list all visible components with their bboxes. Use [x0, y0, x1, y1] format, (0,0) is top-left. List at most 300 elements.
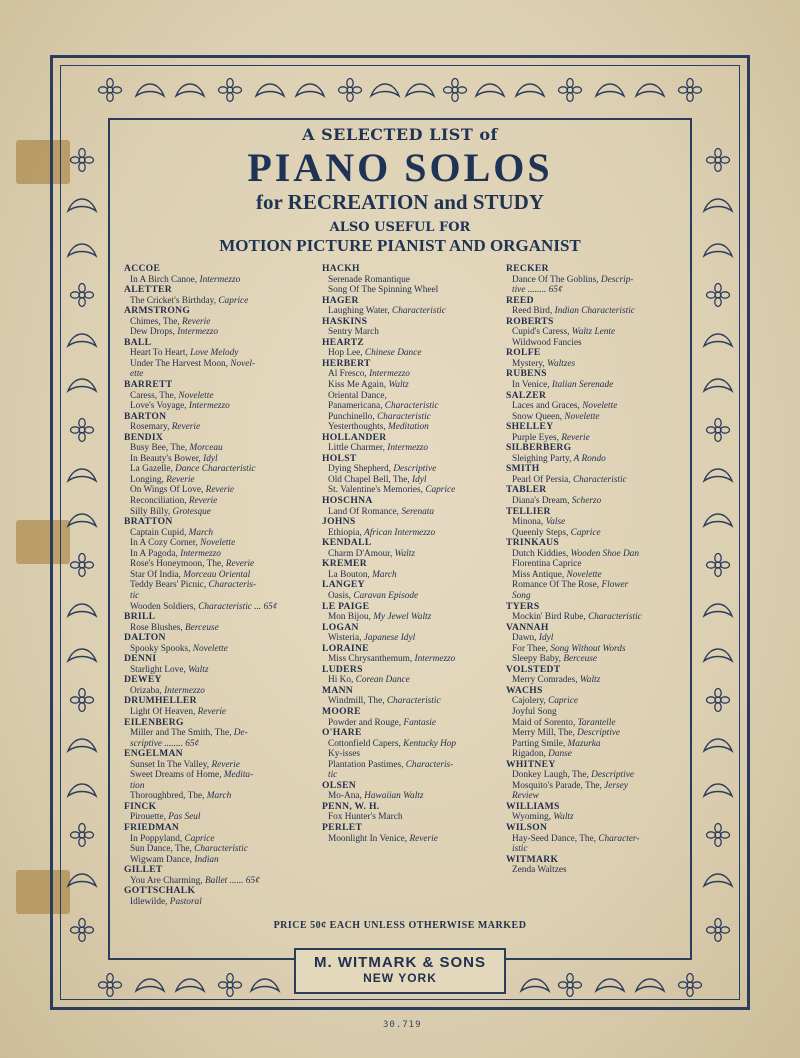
- piece-name: Florentina Caprice: [512, 559, 582, 570]
- composer-name: FINCK: [124, 800, 157, 812]
- composer-name: HERBERT: [322, 357, 371, 369]
- piece-style: Italian Serenade: [551, 380, 614, 391]
- piece-title: [506, 549, 686, 560]
- subtitle: for RECREATION and STUDY: [255, 190, 545, 214]
- piece-style: Pas Seul: [168, 812, 201, 823]
- piece-name: Sweet Dreams of Home,: [130, 770, 222, 781]
- piece-name: Love's Voyage,: [130, 401, 187, 412]
- piece-style: Intermezzo: [180, 548, 221, 559]
- piece-style: A Rondo: [573, 453, 606, 464]
- composer-name: JOHNS: [322, 516, 356, 528]
- piece-title: [124, 770, 310, 781]
- composer-name: ROLFE: [506, 347, 541, 359]
- piece-style: Reverie: [211, 759, 240, 770]
- piece-title: [322, 369, 502, 380]
- piece-style: Wooden Shoe Dan: [570, 548, 639, 559]
- piece-name: Longing,: [130, 474, 164, 485]
- piece-name: Romance Of The Rose,: [512, 580, 600, 591]
- piece-title: [124, 897, 310, 908]
- piece-name: The Cricket's Birthday,: [130, 295, 217, 306]
- piece-name: Miss Antique,: [512, 569, 565, 580]
- piece-style: Novelette: [564, 411, 600, 422]
- piece-title: [124, 781, 310, 792]
- piece-style: Reverie: [205, 485, 235, 496]
- piece-style: Waltz: [579, 675, 601, 686]
- piece-title: [124, 454, 310, 465]
- piece-style: Reverie: [561, 432, 590, 443]
- piece-style: Valse: [545, 517, 566, 528]
- piece-title: [506, 707, 686, 718]
- piece-style: Waltz: [394, 548, 415, 559]
- piece-name: Star Of India,: [130, 569, 181, 580]
- piece-style: Character-: [598, 833, 640, 844]
- piece-title: [506, 728, 686, 739]
- composer-name: BALL: [124, 336, 152, 348]
- piece-title: [506, 496, 686, 507]
- piece-title: [506, 865, 686, 876]
- piece-name: Sunset In The Valley,: [130, 759, 210, 770]
- piece-style: Japanese Idyl: [363, 633, 416, 644]
- piece-name: In A Cozy Corner,: [130, 538, 198, 549]
- piece-title: [506, 739, 686, 750]
- piece-style: Waltz: [188, 664, 209, 675]
- piece-title: [322, 391, 502, 402]
- piece-name: Light Of Heaven,: [130, 706, 196, 717]
- composer-name: KREMER: [322, 558, 367, 570]
- piece-style: Characteristic: [386, 696, 441, 707]
- composer-name: ACCOE: [124, 263, 161, 274]
- piece-title: [506, 380, 686, 391]
- piece-style: Characteristic: [588, 612, 642, 623]
- piece-name: Dying Shepherd,: [328, 464, 392, 475]
- composer-name: RUBENS: [506, 368, 547, 380]
- piece-style: Kentucky Hop: [403, 738, 457, 749]
- composer-name: VANNAH: [506, 621, 549, 633]
- piece-style: Hawaiian Waltz: [364, 791, 424, 802]
- composer-name: MOORE: [322, 705, 361, 717]
- piece-name: Serenade Romantique: [328, 274, 410, 285]
- piece-name: St. Valentine's Memories,: [328, 485, 423, 496]
- piece-style: Caprice: [184, 833, 215, 844]
- piece-title: [124, 348, 310, 359]
- piece-name: Cupid's Caress,: [512, 327, 570, 338]
- piece-style: tic: [328, 770, 338, 781]
- composer-name: DRUMHELLER: [124, 695, 197, 707]
- composer-name: GOTTSCHALK: [124, 885, 196, 897]
- piece-style: Intermezzo: [177, 327, 219, 338]
- piece-title: [506, 612, 686, 623]
- piece-style: Characteristic: [392, 306, 446, 317]
- piece-style: Dance Characteristic: [175, 464, 256, 475]
- piece-name: Fox Hunter's March: [328, 812, 403, 823]
- composer-name: HOLST: [322, 452, 357, 464]
- piece-name: Captain Cupid,: [130, 527, 187, 538]
- piece-title: [506, 517, 686, 528]
- piece-name: You Are Charming,: [130, 875, 203, 886]
- piece-title: [124, 327, 310, 338]
- piece-title: [322, 834, 502, 845]
- piece-name: Parting Smile,: [512, 738, 566, 749]
- composer-name: HEARTZ: [322, 336, 364, 348]
- piece-name: In A Birch Canoe,: [130, 274, 198, 285]
- piece-style: Characteristic: [384, 401, 439, 412]
- composer-name: LUDERS: [322, 663, 363, 675]
- piece-style: istic: [512, 844, 528, 855]
- piece-name: Mosquito's Parade, The,: [512, 780, 602, 791]
- piece-name: Wooden Soldiers,: [130, 601, 196, 612]
- piece-title: [124, 591, 310, 602]
- composer-name: ALETTER: [124, 284, 172, 296]
- composer-name: WACHS: [506, 684, 543, 696]
- piece-style: Caprice: [425, 485, 456, 496]
- piece-name: On Wings Of Love,: [130, 485, 204, 496]
- piece-name: Thoroughbred, The,: [130, 791, 205, 802]
- piece-name: Queenly Steps,: [512, 527, 569, 538]
- piece-name: Sleighing Party,: [512, 453, 572, 464]
- piece-title: [322, 475, 502, 486]
- piece-style: Reverie: [166, 474, 195, 485]
- piece-name: Mo-Ana,: [328, 791, 362, 802]
- piece-name: Busy Bee, The,: [130, 443, 188, 454]
- piece-name: Sentry March: [328, 327, 379, 338]
- piece-name: Dew Drops,: [130, 327, 175, 338]
- piece-style: Idyl: [412, 474, 427, 485]
- piece-style: tion: [130, 780, 145, 791]
- piece-name: Maid of Sorento,: [512, 717, 576, 728]
- piece-title: [124, 760, 310, 771]
- piece-style: Ballet ...... 65¢: [205, 875, 260, 886]
- piece-title: [506, 327, 686, 338]
- piece-title: [124, 570, 310, 581]
- piece-style: Characteris-: [208, 580, 256, 591]
- piece-title: [124, 496, 310, 507]
- composer-name: ARMSTRONG: [124, 305, 191, 317]
- composer-name: DALTON: [124, 632, 166, 644]
- piece-style: Intermezzo: [414, 654, 456, 665]
- composer-name: HOSCHNA: [322, 495, 373, 507]
- piece-style: Caprice: [570, 527, 601, 538]
- piece-style: March: [206, 791, 232, 802]
- piece-style: Caravan Episode: [353, 590, 419, 601]
- piece-name: Cottonfield Capers,: [328, 738, 401, 749]
- piece-name: Cajolery,: [512, 696, 546, 707]
- piece-name: Orizaba,: [130, 685, 162, 696]
- piece-title: [322, 412, 502, 423]
- piece-name: Zenda Waltzes: [512, 865, 567, 876]
- piece-name: Dutch Kiddies,: [512, 548, 569, 559]
- piece-style: Descrip-: [600, 274, 634, 285]
- composer-name: SHELLEY: [506, 421, 554, 433]
- composer-name: TRINKAUS: [506, 537, 560, 549]
- piece-title: [124, 464, 310, 475]
- piece-name: Rosemary,: [130, 422, 170, 433]
- piece-name: Yesterthoughts,: [328, 422, 386, 433]
- piece-name: Little Charmer,: [328, 443, 385, 454]
- publisher-box: [294, 948, 506, 994]
- piece-name: Hop Lee,: [328, 348, 363, 359]
- piece-style: Novelette: [582, 401, 618, 412]
- piece-title: [124, 359, 310, 370]
- header-line-5: MOTION PICTURE PIANIST AND ORGANIST: [219, 236, 581, 255]
- piece-name: Laces and Graces,: [512, 401, 580, 412]
- piece-style: Indian: [194, 854, 219, 865]
- piece-name: Mockin' Bird Rube,: [512, 612, 586, 623]
- piece-name: Wildwood Fancies: [512, 337, 582, 348]
- piece-name: Snow Queen,: [512, 411, 563, 422]
- piece-title: [322, 275, 502, 286]
- piece-name: Hay-Seed Dance, The,: [512, 833, 596, 844]
- piece-name: Hi Ko,: [328, 675, 354, 686]
- piece-name: Dawn,: [512, 633, 537, 644]
- piece-title: [322, 612, 502, 623]
- composer-name: DEWEY: [124, 674, 162, 686]
- composer-name: SMITH: [506, 463, 540, 475]
- piece-style: Characteristic: [572, 474, 627, 485]
- piece-title: [124, 485, 310, 496]
- piece-name: Miss Chrysanthemum,: [328, 654, 413, 665]
- piece-style: Reverie: [171, 422, 201, 433]
- piece-style: Characteristic: [377, 411, 431, 422]
- composer-name: ENGELMAN: [124, 748, 183, 760]
- piece-style: Intermezzo: [387, 443, 429, 454]
- piece-style: Reverie: [225, 559, 255, 570]
- piece-title: [506, 580, 686, 591]
- piece-title: [124, 559, 310, 570]
- piece-title: [124, 528, 310, 539]
- piece-style: March: [188, 527, 214, 538]
- piece-title: [124, 707, 310, 718]
- piece-title: [124, 834, 310, 845]
- composer-name: SILBERBERG: [506, 442, 572, 454]
- piece-style: Serenata: [401, 506, 435, 517]
- piece-name: Teddy Bears' Picnic,: [130, 580, 207, 591]
- piece-name: Wisteria,: [328, 633, 362, 644]
- piece-name: Rose's Honeymoon, The,: [130, 559, 224, 570]
- piece-title: [124, 580, 310, 591]
- composer-name: LORAINE: [322, 642, 369, 654]
- piece-title: [506, 591, 686, 602]
- composer-name: WILSON: [506, 821, 548, 833]
- piece-name: Panamericana,: [328, 401, 383, 412]
- piece-name: Windmill, The,: [328, 696, 385, 707]
- composer-column-1: [124, 264, 310, 907]
- piece-style: Characteristic: [194, 844, 248, 855]
- piece-name: Joyful Song: [512, 706, 557, 717]
- piece-style: Waltzes: [547, 358, 576, 369]
- composer-name: O'HARE: [322, 727, 362, 739]
- composer-name: MANN: [322, 684, 354, 696]
- piece-style: Characteris-: [405, 759, 454, 770]
- piece-style: Descriptive: [393, 464, 437, 475]
- piece-name: Ethiopia,: [328, 527, 362, 538]
- piece-style: Fantasie: [403, 717, 436, 728]
- piece-name: Old Chapel Bell, The,: [328, 474, 410, 485]
- piece-name: Wyoming,: [512, 812, 551, 823]
- piece-title: [124, 538, 310, 549]
- piece-style: Indian Characteristic: [554, 306, 635, 317]
- piece-style: Characteristic ... 65¢: [198, 601, 278, 612]
- price-note: PRICE 50¢ EACH UNLESS OTHERWISE MARKED: [273, 920, 527, 931]
- piece-name: Dance Of The Goblins,: [512, 274, 599, 285]
- piece-title: [124, 475, 310, 486]
- piece-style: Song Without Words: [550, 643, 626, 654]
- piece-style: Waltz Lente: [571, 327, 616, 338]
- publisher-name: M. WITMARK & SONS: [314, 954, 486, 971]
- piece-name: Donkey Laugh, The,: [512, 770, 589, 781]
- piece-style: Reverie: [188, 496, 218, 507]
- piece-name: Charm D'Amour,: [328, 548, 393, 559]
- composer-name: HOLLANDER: [322, 431, 387, 443]
- piece-name: Merry Mill, The,: [512, 728, 575, 739]
- piece-style: Berceuse: [563, 654, 598, 665]
- composer-name: WITMARK: [506, 853, 559, 865]
- piece-style: Scherzo: [571, 496, 602, 507]
- piece-name: Wigwam Dance,: [130, 854, 193, 865]
- piece-name: In Beauty's Bower,: [130, 453, 201, 464]
- composer-name: TABLER: [506, 484, 547, 496]
- piece-style: Meditation: [388, 422, 429, 433]
- piece-title: [322, 464, 502, 475]
- piece-style: Reverie: [182, 316, 211, 327]
- piece-title: [506, 834, 686, 845]
- piece-name: Spooky Spooks,: [130, 643, 191, 654]
- piece-name: Purple Eyes,: [512, 432, 559, 443]
- piece-style: Berceuse: [185, 622, 219, 633]
- piece-title: [124, 728, 310, 739]
- piece-name: Heart To Heart,: [130, 348, 188, 359]
- piece-style: Morceau Oriental: [183, 569, 251, 580]
- piece-title: [506, 633, 686, 644]
- piece-style: My Jewel Waltz: [373, 612, 432, 623]
- piece-style: Jersey: [604, 780, 628, 791]
- piece-name: Reed Bird,: [512, 306, 553, 317]
- piece-style: Chinese Dance: [364, 348, 422, 359]
- piece-style: Caprice: [548, 696, 579, 707]
- composer-name: WILLIAMS: [506, 800, 560, 812]
- composer-column-2: [322, 264, 502, 844]
- composer-name: TELLIER: [506, 505, 551, 517]
- piece-title: [322, 739, 502, 750]
- piece-title: [124, 317, 310, 328]
- piece-name: La Bouton,: [328, 569, 370, 580]
- composer-name: OLSEN: [322, 779, 357, 791]
- piece-name: Ky-isses: [328, 749, 361, 760]
- piece-name: Sun Dance, The,: [130, 844, 192, 855]
- composer-name: REED: [506, 294, 534, 306]
- piece-name: Rose Blushes,: [130, 622, 183, 633]
- composer-name: BARTON: [124, 410, 167, 422]
- piece-name: Oriental Dance,: [328, 390, 387, 401]
- piece-style: Descriptive: [591, 770, 634, 781]
- piece-name: Kiss Me Again,: [328, 380, 387, 391]
- composer-name: BRILL: [124, 611, 156, 623]
- piece-title: [322, 401, 502, 412]
- header-line-1: A SELECTED LIST of: [302, 125, 498, 144]
- piece-name: In Poppyland,: [130, 833, 183, 844]
- composer-column-3: [506, 264, 686, 876]
- composer-name: WHITNEY: [506, 758, 556, 770]
- piece-style: Reverie: [409, 833, 438, 844]
- piece-title: [506, 570, 686, 581]
- composer-name: TYERS: [506, 600, 540, 612]
- piece-style: Reverie: [197, 706, 227, 717]
- piece-title: [124, 549, 310, 560]
- composer-name: RECKER: [506, 263, 549, 274]
- composer-name: EILENBERG: [124, 716, 184, 728]
- piece-name: In Venice,: [512, 380, 550, 391]
- composer-name: LANGEY: [322, 579, 365, 591]
- stamp-number: 30.719: [383, 1020, 422, 1030]
- piece-title: [124, 844, 310, 855]
- piece-style: March: [372, 569, 397, 580]
- piece-style: Novelette: [192, 643, 228, 654]
- piece-title: [506, 559, 686, 570]
- piece-style: Pastoral: [169, 896, 202, 907]
- piece-name: Idlewilde,: [130, 896, 168, 907]
- piece-name: La Gazelle,: [130, 464, 173, 475]
- piece-name: Mon Bijou,: [328, 612, 371, 623]
- composer-name: BARRETT: [124, 379, 173, 391]
- piece-name: Song Of The Spinning Wheel: [328, 285, 439, 296]
- piece-style: Waltz: [388, 380, 409, 391]
- piece-name: Oasis,: [328, 590, 351, 601]
- piece-style: ette: [130, 369, 144, 380]
- composer-name: HACKH: [322, 263, 360, 274]
- piece-name: Pearl Of Persia,: [512, 474, 571, 485]
- piece-title: [124, 443, 310, 454]
- page-title: PIANO SOLOS: [247, 145, 553, 190]
- piece-name: Under The Harvest Moon,: [130, 358, 228, 369]
- piece-style: Review: [512, 791, 539, 802]
- piece-style: tic: [130, 590, 140, 601]
- piece-name: Plantation Pastimes,: [328, 759, 404, 770]
- piece-name: For Thee,: [512, 643, 548, 654]
- piece-name: Moonlight In Venice,: [328, 833, 408, 844]
- composer-name: KENDALL: [322, 537, 372, 549]
- piece-style: Intermezzo: [164, 685, 205, 696]
- piece-name: Rigadon,: [512, 749, 546, 760]
- piece-style: Mazurka: [567, 738, 601, 749]
- piece-style: Waltz: [553, 812, 574, 823]
- piece-style: Corean Dance: [355, 675, 410, 686]
- publisher-city: NEW YORK: [363, 971, 437, 985]
- piece-name: Powder and Rouge,: [328, 717, 402, 728]
- piece-style: Idyl: [203, 453, 218, 464]
- composer-name: BRATTON: [124, 516, 173, 528]
- piece-title: [124, 391, 310, 402]
- piece-name: Diana's Dream,: [512, 496, 570, 507]
- piece-title: [322, 760, 502, 771]
- piece-name: Pirouette,: [130, 812, 166, 823]
- piece-style: Novel-: [230, 358, 256, 369]
- piece-name: Laughing Water,: [328, 306, 390, 317]
- piece-name: Caress, The,: [130, 390, 177, 401]
- piece-style: De-: [233, 728, 248, 739]
- piece-title: [506, 696, 686, 707]
- piece-name: Starlight Love,: [130, 664, 186, 675]
- piece-style: Medita-: [223, 770, 254, 781]
- piece-style: Novelette: [566, 569, 602, 580]
- composer-name: PERLET: [322, 821, 363, 833]
- piece-style: Descriptive: [577, 728, 621, 739]
- composer-name: VOLSTEDT: [506, 663, 561, 675]
- composer-name: PENN, W. H.: [322, 800, 380, 812]
- composer-name: LOGAN: [322, 621, 359, 633]
- piece-title: [506, 275, 686, 286]
- piece-title: [506, 781, 686, 792]
- piece-name: Merry Comrades,: [512, 675, 578, 686]
- composer-name: FRIEDMAN: [124, 821, 180, 833]
